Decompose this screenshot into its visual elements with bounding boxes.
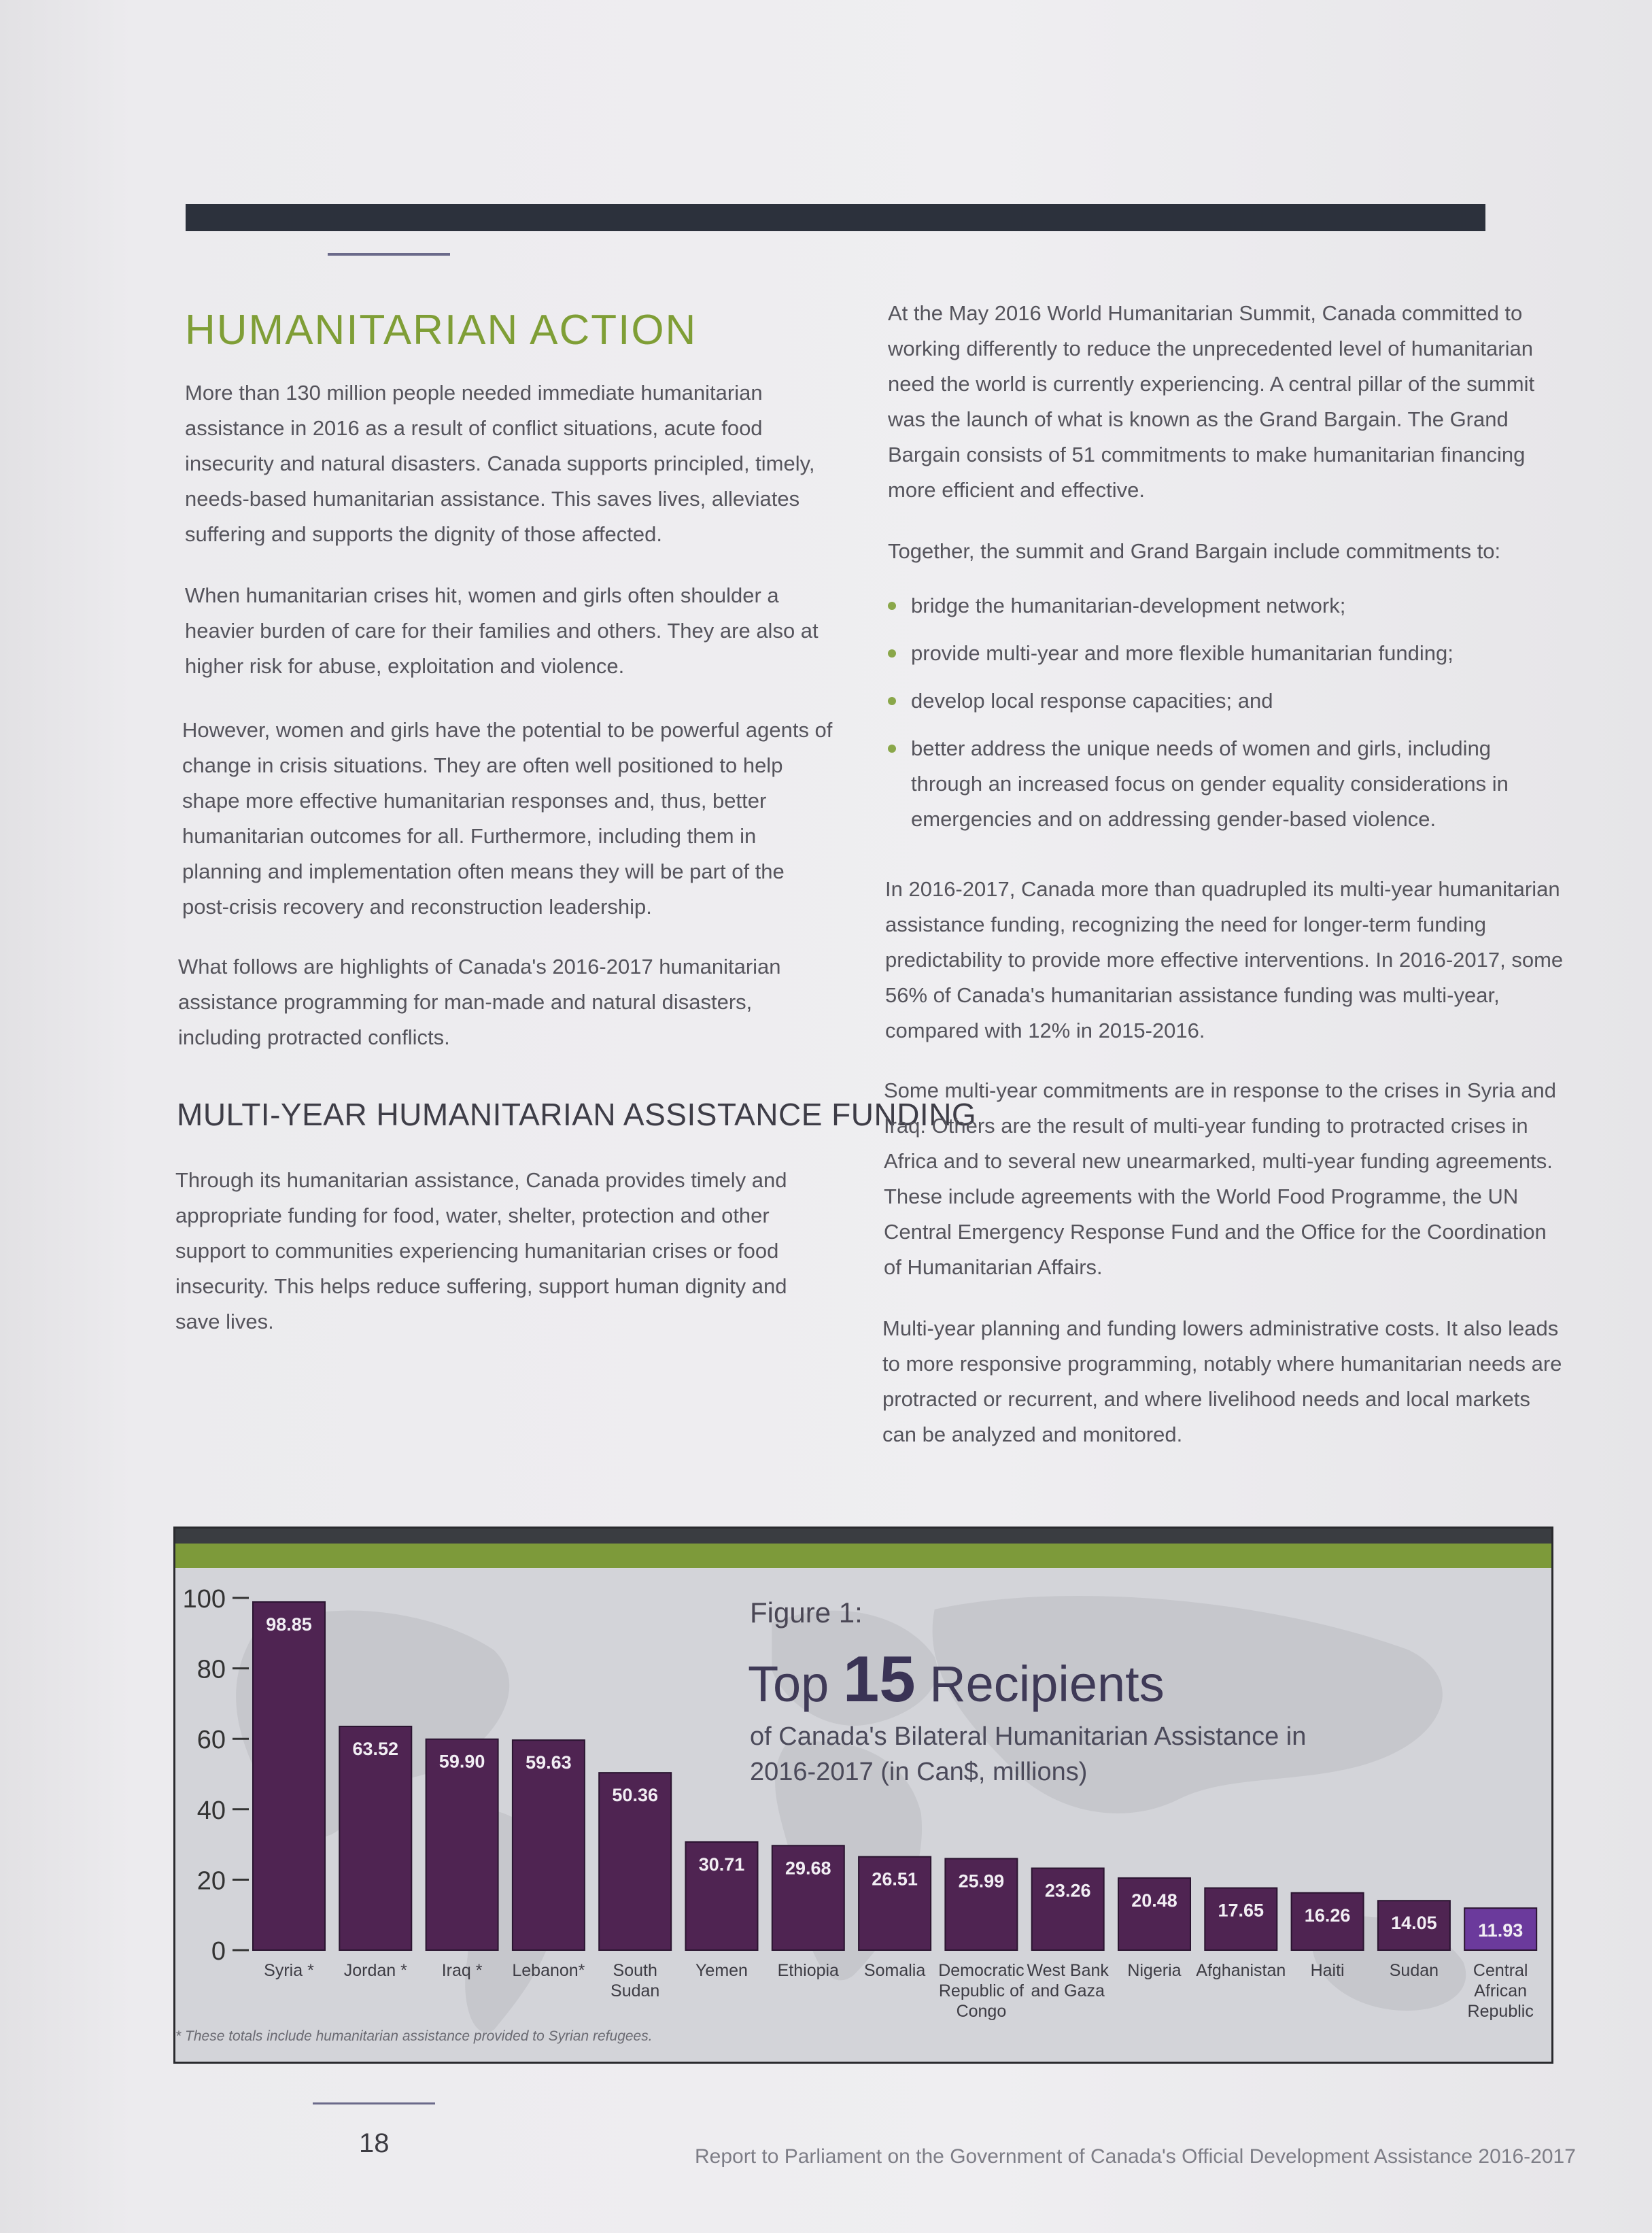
bar <box>339 1726 411 1950</box>
bar-value-label: 30.71 <box>698 1854 745 1875</box>
category-label: Sudan <box>610 1981 660 2000</box>
right-paragraph-4: Some multi-year commitments are in response to the crises in Syria and Iraq. Others are the result of multi-year funding to protracted crises in Africa and to several new unearmarked, multi-year funding agreements. These include agreements with the World Food Programme, the UN Central Emergency Response Fund and the Office for the Coordination of Humanitarian Affairs. <box>884 1078 1556 1279</box>
section-title: HUMANITARIAN ACTION <box>185 307 698 354</box>
category-label: Ethiopia <box>777 1961 839 1980</box>
bar-value-label: 25.99 <box>958 1871 1005 1892</box>
footer-report-title: Report to Parliament on the Government of Canada's Official Development Assistance 2016-2017 <box>695 2145 1576 2168</box>
right-paragraph-5: Multi-year planning and funding lowers administrative costs. It also leads to more responsive programming, notably where humanitarian needs are protracted or recurrent, and where livelihood needs and local markets can be analyzed and monitored. <box>882 1316 1562 1446</box>
y-tick-label: 40 <box>196 1796 226 1825</box>
bar-value-label: 16.26 <box>1304 1905 1351 1926</box>
list-item: better address the unique needs of women and girls, including through an increased focus on gender equality considerations in emergencies and on addressing gender-based violence. <box>885 731 1551 837</box>
category-label: South <box>613 1961 657 1980</box>
bar <box>1118 1878 1190 1950</box>
bar-value-label: 17.65 <box>1218 1900 1264 1921</box>
category-label: Sudan <box>1389 1961 1439 1980</box>
y-tick-label: 20 <box>196 1866 226 1896</box>
subsection-paragraph: Through its humanitarian assistance, Canada provides timely and appropriate funding for food, water, shelter, protection and other support to communities experiencing humanitarian crises or food insecurity. This helps reduce suffering, support human dignity and save lives. <box>175 1168 787 1333</box>
category-label: Lebanon* <box>512 1961 585 1980</box>
bar-value-label: 11.93 <box>1478 1920 1524 1941</box>
figure-footnote: * These totals include humanitarian assistance provided to Syrian refugees. <box>175 2028 653 2044</box>
left-paragraph-3: However, women and girls have the potential to be powerful agents of change in crisis situations. They are often well positioned to help shape more effective humanitarian responses and, thus, better humanitarian outcomes for all. Furthermore, including them in planning and implementation often means they will be part of the post-crisis recovery and reconstruction leadership. <box>182 718 833 919</box>
category-label: Iraq * <box>441 1961 483 1980</box>
category-label: Yemen <box>695 1961 748 1980</box>
left-paragraph-2: When humanitarian crises hit, women and girls often shoulder a heavier burden of care for their families and others. They are also at higher risk for abuse, exploitation and violence. <box>185 583 819 678</box>
bar-value-label: 14.05 <box>1391 1913 1437 1934</box>
y-tick-label: 0 <box>211 1937 226 1966</box>
category-label: Nigeria <box>1127 1961 1182 1980</box>
category-label: Afghanistan <box>1196 1961 1286 1980</box>
category-label: Somalia <box>863 1961 926 1980</box>
right-paragraph-2: Together, the summit and Grand Bargain include commitments to: <box>888 539 1501 563</box>
list-item: bridge the humanitarian-development network; <box>885 588 1551 624</box>
category-label: West Bank <box>1027 1961 1109 1980</box>
category-label: Democratic <box>938 1961 1025 1980</box>
figure-label: Figure 1: <box>750 1597 863 1629</box>
bar-value-label: 50.36 <box>612 1785 658 1806</box>
category-label: Republic of <box>938 1981 1024 2000</box>
bar <box>253 1602 325 1950</box>
right-paragraph-1: At the May 2016 World Humanitarian Summit, Canada committed to working differently to reduce the unprecedented level of humanitarian need the world is currently experiencing. A central pillar of the summit was the launch of what is known as the Grand Bargain. The Grand Bargain consists of 51 commitments to make humanitarian financing more efficient and effective. <box>888 301 1535 502</box>
figure-title: Top 15 Recipients <box>748 1643 1165 1716</box>
footer-rule <box>313 2102 435 2104</box>
left-paragraph-1: More than 130 million people needed immediate humanitarian assistance in 2016 as a result of conflict situations, acute food insecurity and natural disasters. Canada supports principled, timely, needs-based humanitarian assistance. This saves lives, alleviates suffering and supports the dignity of those affected. <box>185 381 815 546</box>
category-label: and Gaza <box>1031 1981 1105 2000</box>
bar-value-label: 20.48 <box>1131 1890 1177 1911</box>
bar-value-label: 29.68 <box>785 1858 831 1879</box>
category-label: Congo <box>956 2002 1007 2021</box>
page-number: 18 <box>359 2128 390 2158</box>
category-label: Jordan * <box>343 1961 407 1980</box>
right-paragraph-3: In 2016-2017, Canada more than quadrupled its multi-year humanitarian assistance funding, recognizing the need for longer-term funding predictability to provide more effective interventions. In 2016-2017, some 56% of Canada's humanitarian assistance funding was multi-year, compared with 12% in 2015-2016. <box>885 877 1564 1042</box>
bar-value-label: 59.90 <box>438 1751 485 1772</box>
category-label: Haiti <box>1310 1961 1345 1980</box>
category-label: Central <box>1473 1961 1528 1980</box>
figure-subtitle: of Canada's Bilateral Humanitarian Assistance in 2016-2017 (in Can$, millions) <box>750 1722 1307 1786</box>
y-tick-label: 100 <box>182 1585 226 1614</box>
y-tick-label: 80 <box>196 1655 226 1684</box>
category-label: Syria * <box>264 1961 314 1980</box>
bar-value-label: 59.63 <box>526 1752 572 1773</box>
bar-value-label: 63.52 <box>352 1738 399 1759</box>
bar-value-label: 98.85 <box>266 1614 312 1635</box>
bar-value-label: 26.51 <box>872 1869 918 1890</box>
category-label: Republic <box>1467 2002 1534 2021</box>
y-tick-label: 60 <box>196 1726 226 1755</box>
category-label: African <box>1474 1981 1528 2000</box>
subsection-title: MULTI-YEAR HUMANITARIAN ASSISTANCE FUNDING <box>177 1097 977 1132</box>
list-item: develop local response capacities; and <box>885 683 1551 719</box>
bar-value-label: 23.26 <box>1044 1880 1091 1901</box>
list-item: provide multi-year and more flexible humanitarian funding; <box>885 636 1551 671</box>
left-paragraph-4: What follows are highlights of Canada's 2016-2017 humanitarian assistance programming for man-made and natural disasters, including protracted conflicts. <box>178 955 781 1049</box>
